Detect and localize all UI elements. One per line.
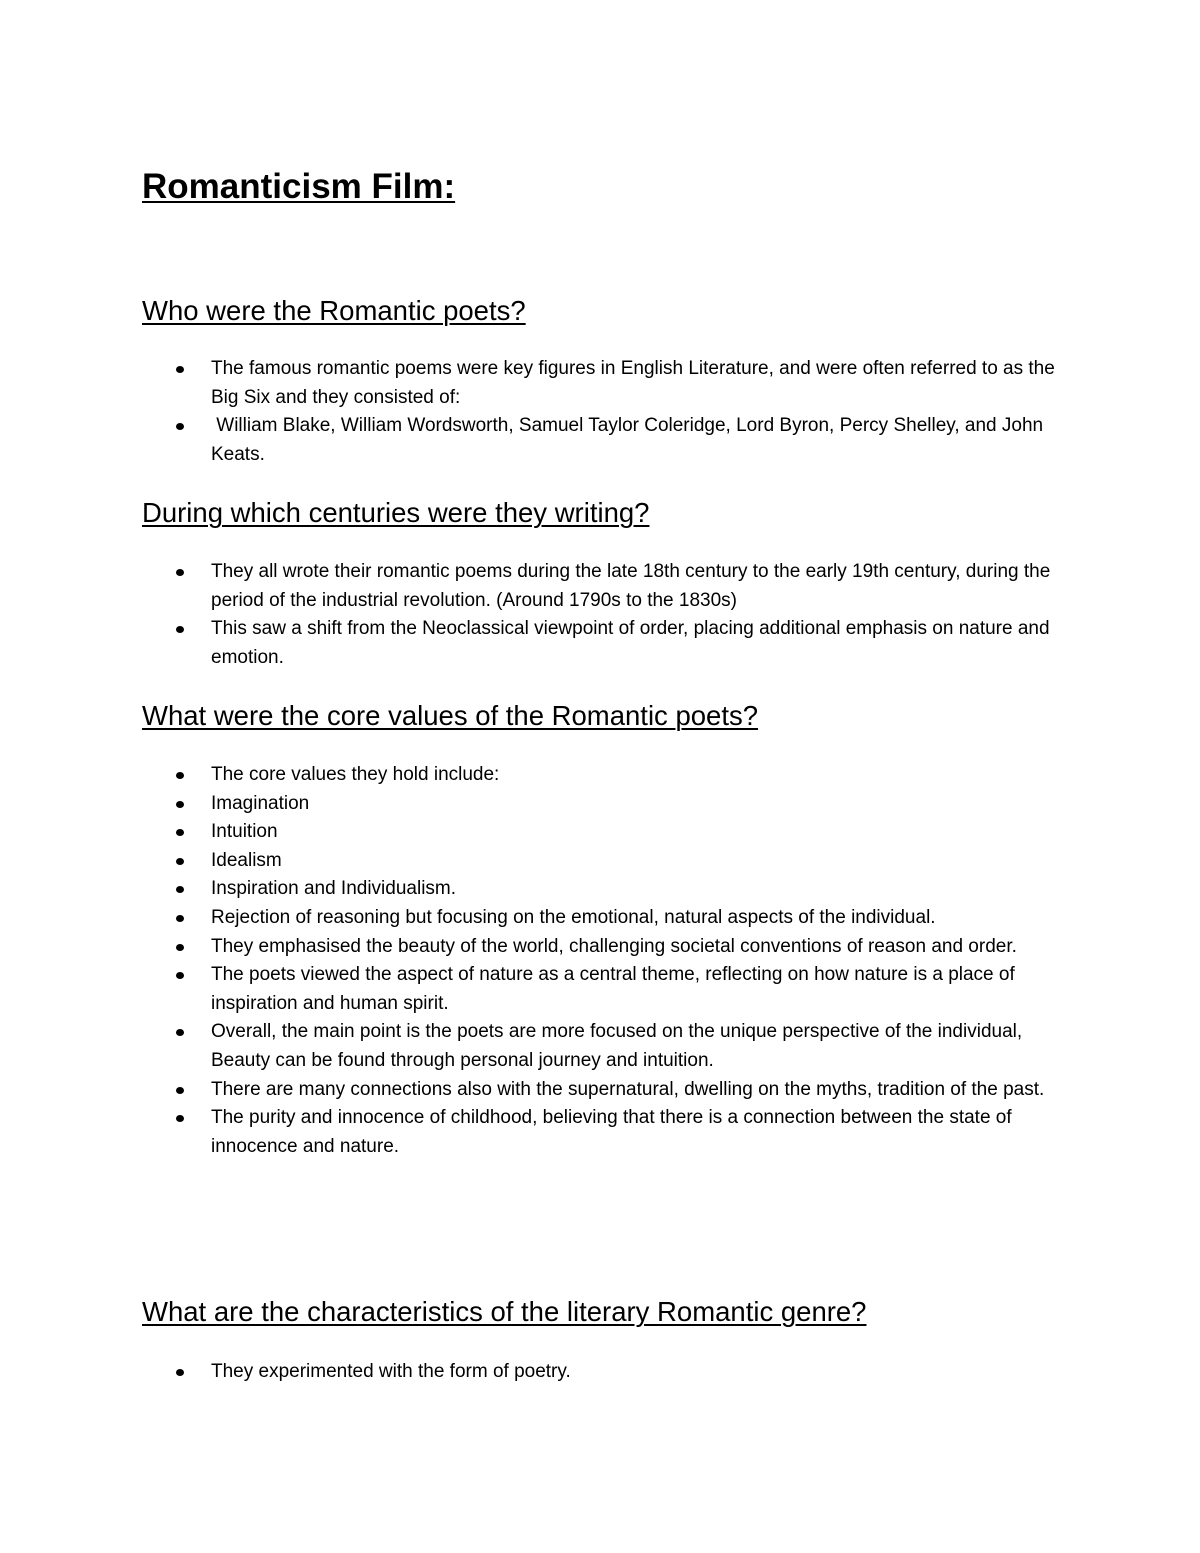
list-item-text: Inspiration and Individualism. bbox=[211, 878, 457, 900]
bullet-icon bbox=[176, 972, 184, 979]
bullet-icon bbox=[176, 423, 184, 430]
list-item-text: William Blake, William Wordsworth, Samuel Taylor Coleridge, Lord Byron, Percy Shelley, and John Keats. bbox=[211, 415, 1049, 465]
bullet-list-characteristics bbox=[211, 1358, 1081, 1387]
list-item bbox=[211, 847, 1081, 876]
bullet-icon bbox=[176, 858, 184, 865]
bullet-list-romantic-poets bbox=[211, 355, 1081, 469]
section-heading-centuries: During which centuries were they writing? bbox=[142, 497, 650, 528]
list-item bbox=[211, 904, 1081, 933]
bullet-icon bbox=[176, 772, 184, 779]
list-item bbox=[211, 1358, 1081, 1387]
list-item bbox=[211, 1076, 1081, 1105]
bullet-icon bbox=[176, 626, 184, 633]
bullet-icon bbox=[176, 569, 184, 576]
list-item bbox=[211, 761, 1081, 790]
list-item-text: This saw a shift from the Neoclassical viewpoint of order, placing additional emphasis on nature and emotion. bbox=[211, 618, 1050, 668]
list-item bbox=[211, 355, 1081, 412]
list-item bbox=[211, 615, 1081, 672]
section-heading-romantic-poets: Who were the Romantic poets? bbox=[142, 295, 526, 326]
bullet-icon bbox=[176, 829, 184, 836]
list-item bbox=[211, 1018, 1081, 1075]
bullet-icon bbox=[176, 886, 184, 893]
list-item-text: Intuition bbox=[211, 821, 278, 843]
list-item-text: There are many connections also with the supernatural, dwelling on the myths, tradition of the past. bbox=[211, 1078, 1045, 1100]
list-item bbox=[211, 961, 1081, 1018]
list-item-text: They experimented with the form of poetry. bbox=[211, 1361, 571, 1382]
list-item bbox=[211, 790, 1081, 819]
list-item-text: The poets viewed the aspect of nature as a central theme, reflecting on how nature is a place of inspiration and human spirit. bbox=[211, 964, 1015, 1014]
list-item bbox=[211, 1104, 1081, 1161]
bullet-icon bbox=[176, 1029, 184, 1036]
bullet-icon bbox=[176, 801, 184, 808]
bullet-icon bbox=[176, 366, 184, 373]
list-item bbox=[211, 412, 1081, 469]
document-title: Romanticism Film: bbox=[142, 167, 456, 206]
list-item bbox=[211, 933, 1081, 962]
bullet-list-centuries bbox=[211, 558, 1081, 672]
list-item-text: They emphasised the beauty of the world, challenging societal conventions of reason and order. bbox=[211, 935, 1017, 957]
section-heading-characteristics: What are the characteristics of the literary Romantic genre? bbox=[142, 1296, 867, 1327]
list-item bbox=[211, 818, 1081, 847]
list-item bbox=[211, 558, 1081, 615]
bullet-icon bbox=[176, 1087, 184, 1094]
list-item-text: Imagination bbox=[211, 792, 310, 814]
list-item-text: The core values they hold include: bbox=[211, 764, 500, 785]
list-item-text: Idealism bbox=[211, 849, 282, 871]
list-item-text: They all wrote their romantic poems during the late 18th century to the early 19th century, during the period of the industrial revolution. (Around 1790s to the 1830s) bbox=[211, 561, 1051, 611]
list-item-text: Overall, the main point is the poets are more focused on the unique perspective of the individual, Beauty can be found through personal journey and intuition. bbox=[211, 1021, 1023, 1071]
bullet-icon bbox=[176, 944, 184, 951]
bullet-list-core-values bbox=[211, 761, 1081, 1161]
list-item bbox=[211, 875, 1081, 904]
bullet-icon bbox=[176, 1115, 184, 1122]
section-heading-core-values: What were the core values of the Romantic poets? bbox=[142, 700, 759, 731]
list-item-text: The purity and innocence of childhood, believing that there is a connection between the state of innocence and nature. bbox=[211, 1107, 1012, 1157]
bullet-icon bbox=[176, 1369, 184, 1376]
list-item-text: Rejection of reasoning but focusing on the emotional, natural aspects of the individual. bbox=[211, 906, 936, 928]
list-item-text: The famous romantic poems were key figures in English Literature, and were often referred to as the Big Six and they consisted of: bbox=[211, 358, 1055, 408]
bullet-icon bbox=[176, 915, 184, 922]
